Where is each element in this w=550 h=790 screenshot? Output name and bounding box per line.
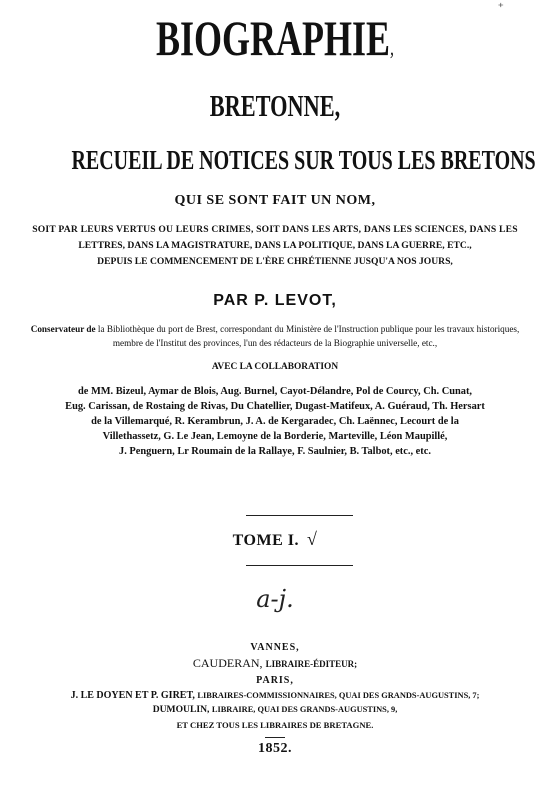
description-line-3: DEPUIS LE COMMENCEMENT DE L'ÈRE CHRÉTIENNE JUSQU'A NOS JOURS, — [97, 256, 453, 267]
description-line-2: LETTRES, DANS LA MAGISTRATURE, DANS LA POLITIQUE, DANS LA GUERRE, ETC., — [78, 240, 472, 251]
tome-rule-top — [246, 515, 353, 516]
collaborators-line-1: de MM. Bizeul, Aymar de Blois, Aug. Burnel, Cayot-Délandre, Pol de Courcy, Ch. Cunat, — [77, 386, 473, 397]
tome-label — [0, 528, 550, 552]
imprint-publisher-3 — [0, 703, 550, 717]
publisher-1-name: CAUDERAN, — [192, 656, 263, 670]
publisher-3-role: LIBRAIRE, QUAI DES GRANDS-AUGUSTINS, 9, — [211, 705, 398, 714]
publisher-1-role: LIBRAIRE-ÉDITEUR; — [265, 659, 358, 669]
publisher-2-role: LIBRAIRES-COMMISSIONNAIRES, QUAI DES GRANDS-AUGUSTINS, 7; — [197, 691, 480, 700]
author-line: PAR P. LEVOT, — [213, 292, 337, 309]
recueil-heading: RECUEIL DE NOTICES SUR TOUS LES BRETONS — [71, 145, 536, 175]
publication-year: 1852. — [258, 741, 292, 756]
imprint-city-vannes: VANNES, — [250, 642, 300, 653]
handwritten-note: a-j. — [256, 585, 294, 613]
description-line-1: SOIT PAR LEURS VERTUS OU LEURS CRIMES, SOIT DANS LES ARTS, DANS LES SCIENCES, DANS LES — [32, 224, 518, 235]
publisher-2-name: J. LE DOYEN ET P. GIRET, — [70, 690, 195, 701]
check-mark-icon: √ — [306, 529, 318, 549]
book-title-text: BIOGRAPHIE — [155, 10, 391, 66]
credentials-rest: la Bibliothèque du port de Brest, correspondant du Ministère de l'Instruction publique pour les travaux historiques, — [95, 324, 520, 334]
collaborators-line-5: J. Penguern, Lr Roumain de la Rallaye, F. Saulnier, B. Talbot, etc., etc. — [119, 446, 431, 457]
imprint-publisher-1 — [0, 655, 550, 672]
credentials-lead: Conservateur de — [30, 324, 96, 334]
year-dash — [265, 737, 285, 738]
qui-se-line: QUI SE SONT FAIT UN NOM, — [174, 193, 376, 208]
imprint-publisher-2 — [0, 689, 550, 703]
author-credentials-line-1 — [0, 322, 550, 336]
book-subtitle: BRETONNE, — [209, 88, 341, 123]
collaborators-line-2: Eug. Carissan, de Rostaing de Rivas, Du Chatellier, Dugast-Matifeux, A. Guéraud, Th. Hersart — [65, 401, 485, 412]
corner-mark: ⁺ — [497, 0, 504, 14]
collaboration-heading: AVEC LA COLLABORATION — [211, 362, 339, 372]
book-title — [77, 8, 473, 78]
imprint-publisher-4: ET CHEZ TOUS LES LIBRAIRES DE BRETAGNE. — [176, 720, 374, 730]
title-pen-mark: , — [390, 35, 395, 60]
tome-text: TOME I. — [232, 532, 299, 549]
collaborators-line-3: de la Villemarqué, R. Kerambrun, J. A. de Kergaradec, Ch. Laënnec, Lecourt de la — [91, 416, 459, 427]
imprint-city-paris: PARIS, — [256, 675, 294, 686]
author-credentials-line-2: membre de l'Institut des provinces, l'un des rédacteurs de la Biographie universelle, etc., — [112, 338, 438, 348]
tome-rule-bottom — [246, 565, 353, 566]
collaborators-line-4: Villethassetz, G. Le Jean, Lemoyne de la Borderie, Marteville, Léon Maupillé, — [102, 431, 448, 442]
publisher-3-name: DUMOULIN, — [152, 704, 210, 715]
